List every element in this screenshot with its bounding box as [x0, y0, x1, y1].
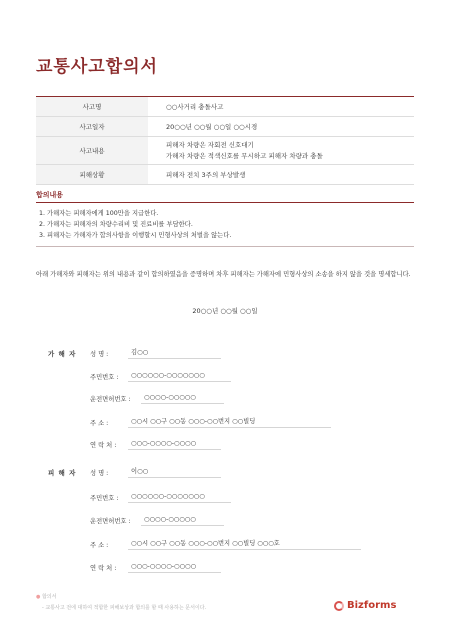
offender-license-field[interactable]: ○○○○-○○○○○: [141, 392, 224, 404]
victim-address-label: 주 소 :: [90, 542, 109, 549]
agreement-title: 합의내용: [36, 191, 64, 199]
victim-name-field[interactable]: 이○○: [128, 466, 221, 478]
table-row: [36, 137, 414, 165]
accident-info-table: [36, 96, 414, 185]
victim-id-field[interactable]: ○○○○○○-○○○○○○○: [128, 491, 231, 503]
victim-phone-label: 연 락 처 :: [90, 565, 117, 572]
victim-address-field[interactable]: ○○시 ○○구 ○○동 ○○○-○○번지 ○○빌딩 ○○○호: [128, 538, 361, 550]
agreement-item: 3. 피해자는 가해자가 합의사항을 이행할시 민형사상의 처벌을 않는다.: [39, 232, 232, 239]
row-label: 사고내용: [36, 137, 148, 165]
footer-note: [36, 593, 206, 611]
victim-id-label: 주민번호 :: [90, 495, 119, 502]
row-value: ○○사거리 충돌사고: [148, 97, 414, 117]
row-value: [148, 137, 414, 165]
victim-label: 피 해 자: [48, 469, 77, 477]
offender-license-label: 운전면허번호 :: [90, 396, 131, 403]
footer-text: - 교통사고 전에 대하여 적합한 피해보상과 합의를 할 때 사용하는 문서이다.: [42, 605, 207, 611]
row-value-line: 가해자 차량은 적색신호를 무시하고 피해자 차량과 충돌: [166, 151, 323, 160]
agreement-item: 2. 가해자는 피해자의 차량수리비 및 진료비를 부담한다.: [39, 221, 193, 228]
offender-address-field[interactable]: ○○시 ○○구 ○○동 ○○○-○○번지 ○○빌딩: [128, 416, 331, 428]
row-value: 피해자 전치 3주의 부상발생: [148, 165, 414, 185]
row-value-line: 피해자 차량은 자회전 신호대기: [166, 140, 254, 149]
victim-license-field[interactable]: ○○○○-○○○○○: [141, 514, 224, 526]
offender-address-label: 주 소 :: [90, 420, 109, 427]
table-row: [36, 97, 414, 117]
brand-name: Bizforms: [347, 600, 397, 611]
row-label: 사고일자: [36, 117, 148, 137]
victim-license-label: 운전면허번호 :: [90, 518, 131, 525]
table-row: [36, 117, 414, 137]
offender-phone-label: 연 락 처 :: [90, 442, 117, 449]
offender-id-label: 주민번호 :: [90, 374, 119, 381]
agreement-date: 20○○년 ○○월 ○○일: [192, 307, 258, 315]
victim-phone-field[interactable]: ○○○-○○○○-○○○○: [128, 561, 221, 573]
victim-name-label: 성 명 :: [90, 470, 109, 477]
table-row: [36, 165, 414, 185]
bizforms-logo-icon: [334, 601, 344, 611]
brand-logo: [334, 600, 396, 611]
offender-name-label: 성 명 :: [90, 351, 109, 358]
row-label: 피해상황: [36, 165, 148, 185]
agreement-box: [36, 202, 414, 247]
bullet-icon: ●: [36, 594, 41, 600]
row-label: 사고명: [36, 97, 148, 117]
agreement-item: 1. 가해자는 피해자에게 100만을 지급한다.: [39, 210, 159, 217]
offender-id-field[interactable]: ○○○○○○-○○○○○○○: [128, 370, 231, 382]
statement-text: 아래 가해자와 피해자는 위의 내용과 같이 합의하였음을 증명하며 차후 피해자는 가해자에 민형사상의 소송을 하지 않을 것을 명세합니다.: [36, 271, 411, 278]
offender-label: 가 해 자: [48, 350, 77, 358]
document-title: 교통사고합의서: [36, 57, 158, 77]
row-value: 20○○년 ○○월 ○○일 ○○시경: [148, 117, 414, 137]
offender-name-field[interactable]: 김○○: [128, 347, 221, 359]
offender-phone-field[interactable]: ○○○-○○○○-○○○○: [128, 438, 221, 450]
footer-heading: 합의서: [41, 594, 57, 600]
